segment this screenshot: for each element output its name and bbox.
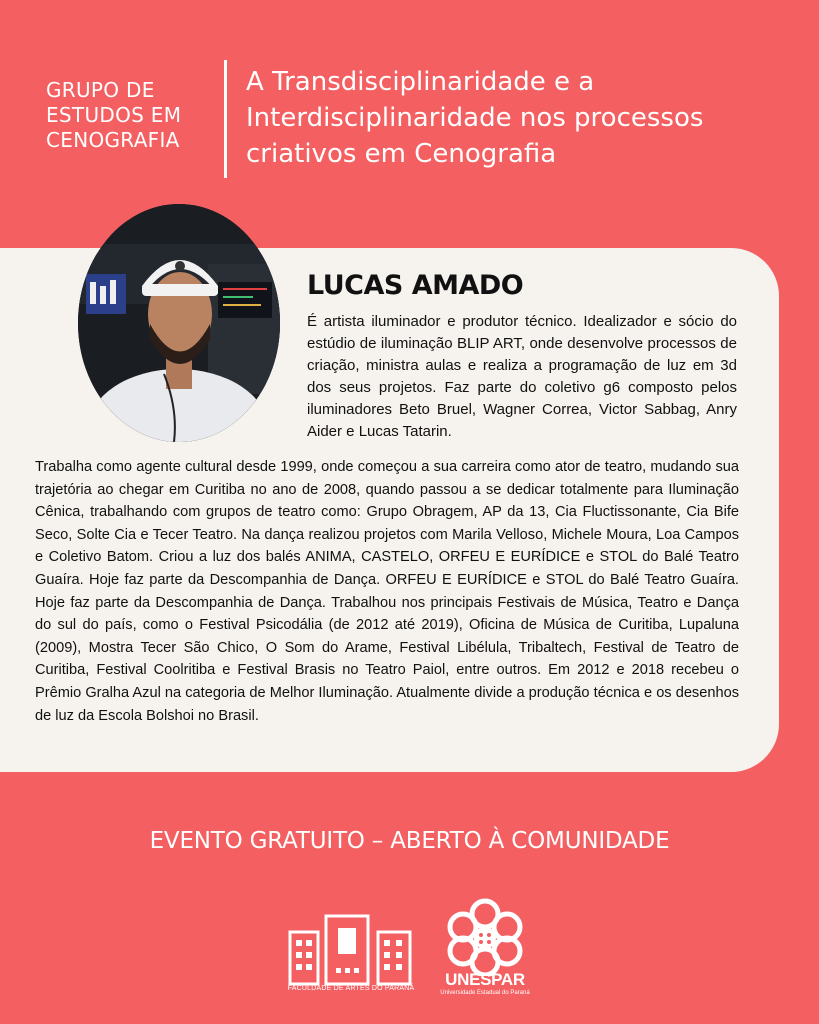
unespar-flower-icon [445,898,525,976]
unespar-logo [445,898,525,976]
speaker-name: LUCAS AMADO [307,270,524,301]
speaker-bio-long: Trabalha como agente cultural desde 1999, onde começou a sua carreira como ator de teatro, mudando sua trajetória ao chegar em Curitiba no ano de 2008, quando passou a se dedicar totalmente para Iluminação Cênica, trabalhando com grupos de teatro como: Grupo Obragem, AP da 13, Cia Fluctissonante, Cia Bife Seco, Solte Cia e Tecer Teatro. Na dança realizou projetos com Marila Velloso, Michele Moura, Loa Campos e Coletivo Batom. Criou a luz dos balés ANIMA, CASTELO, ORFEU E EURÍDICE e STOL do Balé Teatro Guaíra. Hoje faz parte da Descompanhia de Dança. ORFEU E EURÍDICE e STOL do Balé Teatro Guaíra. Hoje faz parte da Descompanhia de Dança. Trabalhou nos principais Festivais de Música, Teatro e Dança do sul do país, como o Festival Psicodália (de 2012 até 2019), Oficina de Música de Curitiba, Lupaluna (2009), Mostra Tecer São Chico, O Som do Arame, Festival Libélula, Tribaltech, Festival de Teatro de Curitiba, Festival Coolritiba e Festival Brasis no Teatro Paiol, entre outros. Em 2012 e 2018 recebeu o Prêmio Gralha Azul na categoria de Melhor Iluminação. Atualmente divide a produção técnica e os desenhos de luz da Escola Bolshoi no Brasil. [35,459,739,724]
group-name-line-3: CENOGRAFIA [46,128,180,152]
fap-building-icon [286,914,416,986]
unespar-name: UNESPAR [445,970,525,989]
event-title: A Transdisciplinaridade e a Interdisciplinaridade nos processos criativos em Cenografia [246,67,704,169]
unespar-subtitle: Universidade Estadual do Paraná [440,990,530,996]
event-notice: EVENTO GRATUITO – ABERTO À COMUNIDADE [149,828,670,854]
speaker-photo-illustration [78,204,280,442]
fap-caption: FACULDADE DE ARTES DO PARANÁ [287,985,415,992]
group-name [46,78,216,153]
header-divider [224,60,227,178]
speaker-bio-short: É artista iluminador e produtor técnico. Idealizador e sócio do estúdio de iluminação BLIP ART, onde desenvolve processos de criação, ministra aulas e realiza a programação de luz em 3d dos seus projetos. Faz parte do coletivo g6 composto pelos iluminadores Beto Bruel, Wagner Correa, Victor Sabbag, Anry Aider e Lucas Tatarin. [307,313,737,440]
group-name-line-1: GRUPO DE [46,78,155,102]
group-name-line-2: ESTUDOS EM [46,103,182,127]
speaker-photo [78,204,280,442]
